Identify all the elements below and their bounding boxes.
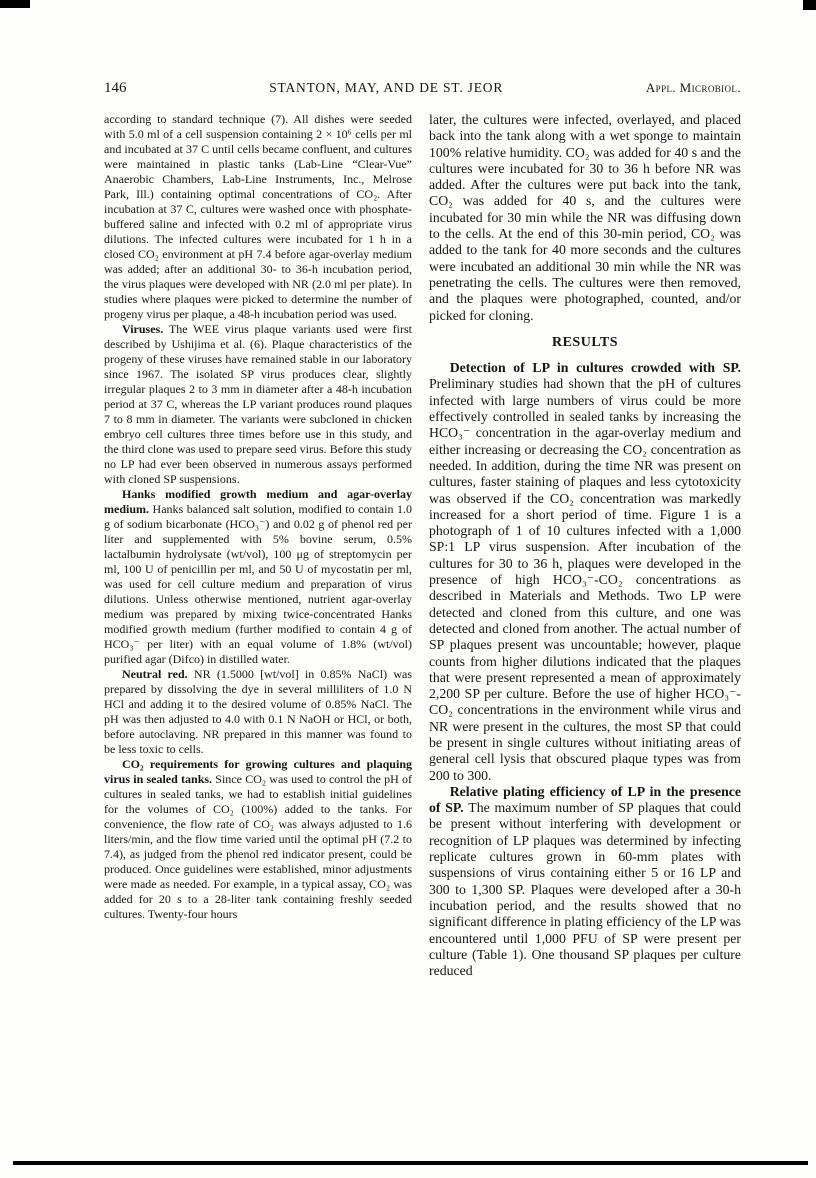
page-number: 146 <box>104 80 127 96</box>
paragraph-text: The maximum number of SP plaques that could be present without interfering with development or recognition of LP plaques was determined by infecting replicate cultures grown in 60-mm plates with suspensions of virus containing either 5 or 16 LP and 300 to 1,300 SP. Plaques were developed after a 30-h incubation period, and the results showed that no significant difference in plating efficiency of the LP was encountered until 1,000 PFU of SP were present per culture (Table 1). One thousand SP plaques per culture reduced <box>429 800 741 979</box>
journal-name: Appl. Microbiol. <box>645 80 741 95</box>
page-header <box>104 80 741 97</box>
journal-page <box>104 80 741 979</box>
two-column-body <box>104 112 741 979</box>
right-column <box>429 112 741 979</box>
run-in-heading-neutral-red: Neutral red. <box>122 667 194 681</box>
run-in-heading-co2-requirements: CO₂ requirements for growing cultures and plaquing virus in sealed tanks. <box>104 757 412 786</box>
paragraph-text: later, the cultures were infected, overlayed, and placed back into the tank along with a wet sponge to maintain 100% relative humidity. CO₂ was added for 40 s and the cultures were incubated for 30 to 36 h before NR was added. After the cultures were put back into the tank, CO₂ was added for 40 s, and the cultures were incubated for 30 min while the NR was diffusing down to the cells. At the end of this 30-min period, CO₂ was added to the tank for 40 more seconds and the cultures were incubated an additional 30 min while the NR was penetrating the cells. The cultures were then removed, and the plaques were photographed, counted, and/or picked for cloning. <box>429 112 741 323</box>
paragraph-relative-plating-efficiency <box>429 784 741 980</box>
run-in-heading-detection-of-lp: Detection of LP in cultures crowded with SP. <box>449 360 741 376</box>
paragraph-text: Hanks balanced salt solution, modified to contain 1.0 g of sodium bicarbonate (HCO₃⁻) and 0.02 g of phenol red per liter and supplemented with 5% bovine serum, 0.5% lactalbumin hydrolysate (wt/vol), 100 μg of streptomycin per ml, 100 U of penicillin per ml, and 50 U of mycostatin per ml, was used for cell culture medium and preparation of virus dilutions. Unless otherwise mentioned, nutrient agar-overlay medium was prepared by mixing twice-concentrated Hanks modified growth medium (further modified to contain 4 g of HCO₃⁻ per liter) with an equal volume of 1.8% (wt/vol) purified agar (Difco) in distilled water. <box>104 502 412 666</box>
run-in-heading-hanks-medium: Hanks modified growth medium and agar-overlay medium. <box>104 487 412 516</box>
left-column <box>104 112 412 979</box>
run-in-heading-relative-plating-efficiency: Relative plating efficiency of LP in the presence of SP. <box>429 783 741 816</box>
running-title: STANTON, MAY, AND DE ST. JEOR <box>269 80 504 95</box>
paragraph-co2-requirements <box>104 757 412 922</box>
paragraph-hanks-medium <box>104 487 412 667</box>
paragraph-text: Since CO₂ was used to control the pH of cultures in sealed tanks, we had to establish initial guidelines for the volumes of CO₂ (100%) added to the tanks. For convenience, the flow rate of CO₂ was always adjusted to 1.6 liters/min, and the flow time varied until the optimal pH (7.2 to 7.4), as judged from the phenol red indicator present, could be produced. Once guidelines were established, minor adjustments were made as needed. For example, in a typical assay, CO₂ was added for 20 s to a 28-liter tank containing freshly seeded cultures. Twenty-four hours <box>104 772 412 921</box>
paragraph-text: Preliminary studies had shown that the pH of cultures infected with large numbers of virus could be more effectively controlled in sealed tanks by increasing the HCO₃⁻ concentration in the agar-overlay medium and either increasing or decreasing the CO₂ concentration as needed. In addition, during the time NR was present on cultures, faster staining of plaques and less cytotoxicity was observed if the CO₂ concentration was markedly increased for a short period of time. Figure 1 is a photograph of 1 of 10 cultures infected with a 1,000 SP:1 LP virus suspension. After incubation of the cultures for 30 to 36 h, plaques were developed in the presence of high HCO₃⁻-CO₂ concentrations as described in Materials and Methods. Two LP were detected and cloned from this culture, and one was detected and cloned from another. The actual number of SP plaques present was uncountable; however, plaque counts from higher dilutions indicated that the plaques that were present represented a mean of approximately 2,200 SP per culture. Before the use of higher HCO₃⁻-CO₂ concentrations in the environment while virus and NR were present in the cultures, the most SP that could be present in single cultures without initiating areas of general cell lysis that obscured plaque types was from 200 to 300. <box>429 376 741 783</box>
paragraph-neutral-red <box>104 667 412 757</box>
scan-artifact-bottom-line <box>13 1161 808 1165</box>
paragraph-detection-of-lp <box>429 360 741 784</box>
scan-artifact-top-left <box>0 0 30 8</box>
paragraph-methods-continuation <box>104 112 412 322</box>
paragraph-text: The WEE virus plaque variants used were first described by Ushijima et al. (6). Plaque characteristics of the progeny of these viruses have remained stable in our laboratory since 1967. The isolated SP virus produces clear, slightly irregular plaques 2 to 3 mm in diameter after a 48-h incubation period at 37 C, whereas the LP variant produces round plaques 7 to 8 mm in diameter. The variants were subcloned in chicken embryo cell cultures three times before use in this study, and the third clone was used to prepare seed virus. Before this study no LP had ever been observed in numerous assays performed with cloned SP suspensions. <box>104 322 412 486</box>
paragraph-viruses <box>104 322 412 487</box>
run-in-heading-viruses: Viruses. <box>122 322 169 336</box>
paragraph-text: NR (1.5000 [wt/vol] in 0.85% NaCl) was prepared by dissolving the dye in several milliliters of 1.0 N HCl and adding it to the desired volume of 0.85% NaCl. The pH was then adjusted to 4.0 with 0.1 N NaOH or HCl, or both, before autoclaving. NR prepared in this manner was found to be less toxic to cells. <box>104 667 412 756</box>
paragraph-methods-tail <box>429 112 741 324</box>
paragraph-text: according to standard technique (7). All dishes were seeded with 5.0 ml of a cell suspension containing 2 × 10⁶ cells per ml and incubated at 37 C until cells became confluent, and cultures were maintained in plastic tanks (Lab-Line “Clear-Vue” Anaerobic Chambers, Lab-Line Instruments, Inc., Melrose Park, Ill.) containing optimal concentrations of CO₂. After incubation at 37 C, cultures were washed once with phosphate-buffered saline and infected with 0.2 ml of appropriate virus dilutions. The infected cultures were incubated for 1 h in a closed CO₂ environment at pH 7.4 before agar-overlay medium was added; after an additional 30- to 36-h incubation period, the virus plaques were developed with NR (2.0 ml per plate). In studies where plaques were picked to determine the number of progeny virus per plaque, a 48-h incubation period was used. <box>104 112 412 321</box>
scan-artifact-top-right <box>803 0 816 10</box>
results-section-heading: RESULTS <box>551 334 619 350</box>
